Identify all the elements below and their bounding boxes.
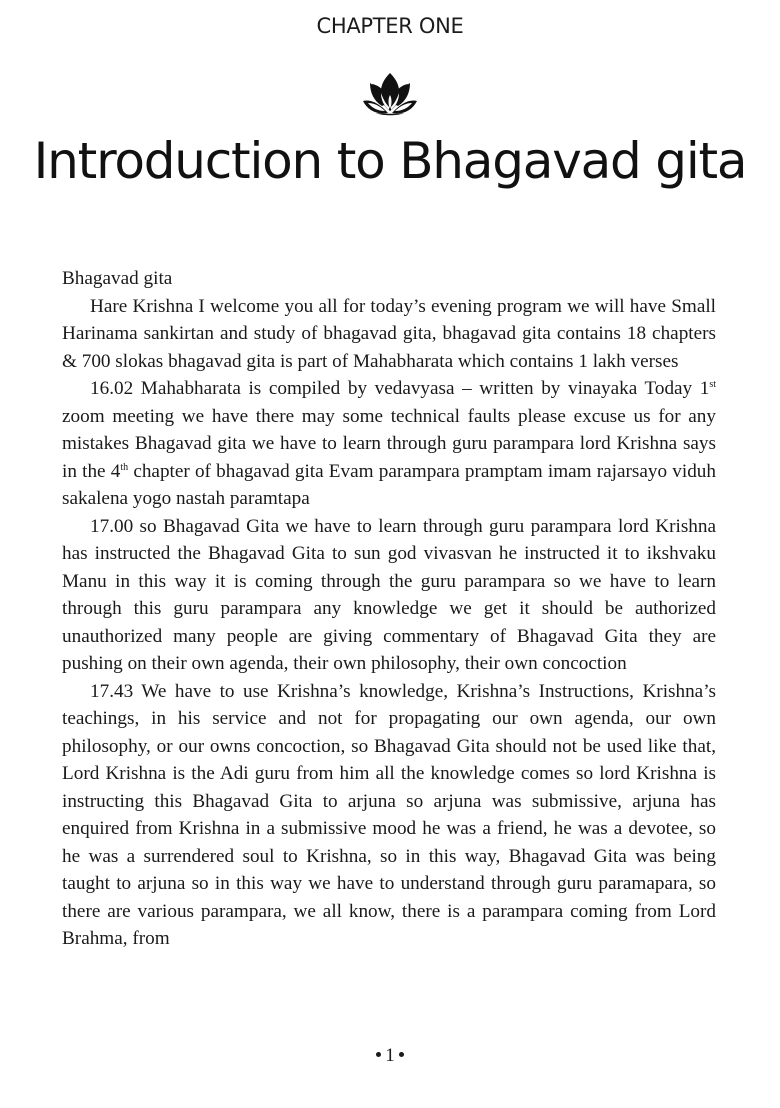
lotus-icon <box>362 71 418 117</box>
page-number <box>0 1045 780 1067</box>
ordinal-suffix: th <box>120 461 129 473</box>
paragraph: Hare Krishna I welcome you all for today’s evening program we will have Small Harinama sankirtan and study of bhagavad gita, bhagavad gita contains 18 chapters & 700 slokas bhagavad gita is part of Mahabharata which contains 1 lakh verses <box>62 295 716 372</box>
paragraph-text: chapter of bhagavad gita Evam parampara pramptam imam rajarsayo viduh sakalena yogo nastah paramtapa <box>62 460 716 509</box>
ordinal-suffix: st <box>709 379 716 390</box>
paragraph: 17.43 We have to use Krishna’s knowledge, Krishna’s Instructions, Krishna’s teachings, in his service and not for propagating our own agenda, our own philosophy, or our owns concoction, so Bhagavad Gita should not be used like that, Lord Krishna is the Adi guru from him all the knowledge comes so lord Krishna is instructing this Bhagavad Gita to arjuna so arjuna was submissive, arjuna has enquired from Krishna in a submissive mood he was a friend, he was a devotee, so he was a surrendered soul to Krishna, so in this way, Bhagavad Gita was being taught to arjuna so in this way we have to understand through guru paramapara, so there are various parampara, we all know, there is a parampara coming from Lord Brahma, from <box>62 680 716 949</box>
paragraph: 17.00 so Bhagavad Gita we have to learn through guru parampara lord Krishna has instructed the Bhagavad Gita to sun god vivasvan he instructed it to ikshvaku Manu in this way it is coming through the guru parampara so we have to learn through this guru parampara any knowledge we get it should be authorized unauthorized many people are giving commentary of Bhagavad Gita they are pushing on their own agenda, their own philosophy, their own concoction <box>62 515 716 674</box>
body-text <box>62 265 716 953</box>
bullet-ornament-icon <box>399 1052 404 1057</box>
paragraph-text: zoom meeting we have there may some technical faults please excuse us for any mistakes Bhagavad gita we have to learn through guru parampara lord Krishna says in the 4 <box>62 405 716 482</box>
section-heading: Bhagavad gita <box>62 268 173 289</box>
bullet-ornament-icon <box>376 1052 381 1057</box>
paragraph <box>62 375 716 513</box>
page-number-value: 1 <box>385 1045 395 1066</box>
page-title: Introduction to Bhagavad gita <box>33 132 747 190</box>
paragraph-text: 16.02 Mahabharata is compiled by vedavyasa – written by vinayaka Today 1 <box>90 378 710 399</box>
chapter-label: CHAPTER ONE <box>316 14 464 38</box>
